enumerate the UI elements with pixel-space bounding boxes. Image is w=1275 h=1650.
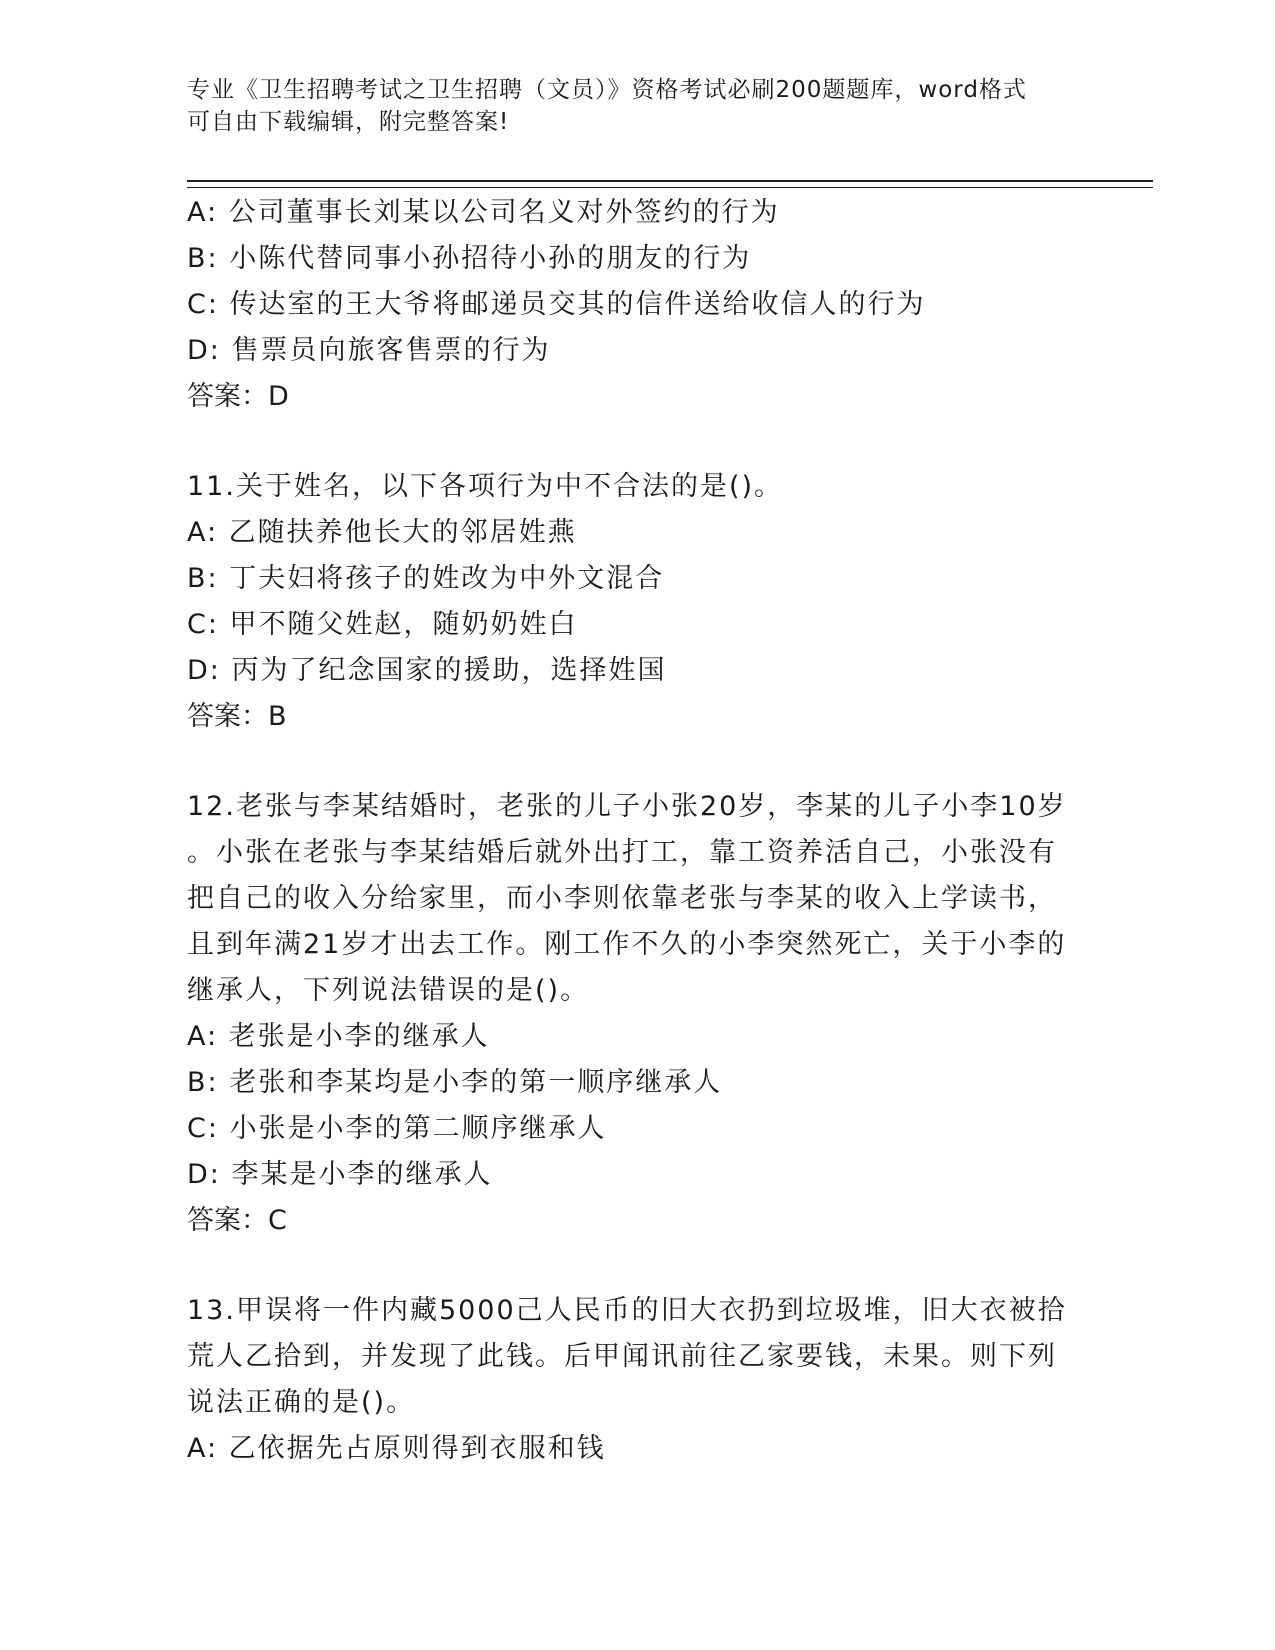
answer-label: 答案：D [187,381,289,412]
question-stem-line: 把自己的收入分给家里，而小李则依靠老张与李某的收入上学读书， [187,883,1057,914]
question-10 [187,190,1087,420]
option-c: C: 甲不随父姓赵，随奶奶姓白 [187,609,578,640]
header-title-line-1: 专业《卫生招聘考试之卫生招聘（文员）》资格考试必刷200题题库，word格式 [187,77,1027,103]
option-b: B: 丁夫妇将孩子的姓改为中外文混合 [187,563,665,594]
question-13 [187,1288,1087,1472]
option-b: B: 小陈代替同事小孙招待小孙的朋友的行为 [187,243,752,274]
question-stem-line: 12.老张与李某结婚时，老张的儿子小张20岁，李某的儿子小李10岁 [187,791,1067,822]
header-title-line-2: 可自由下载编辑，附完整答案! [187,109,510,135]
question-spacer [187,740,1087,784]
option-c: C: 小张是小李的第二顺序继承人 [187,1113,607,1144]
question-stem-line: 。小张在老张与李某结婚后就外出打工，靠工资养活自己，小张没有 [187,837,1057,868]
question-12 [187,784,1087,1244]
option-a: A: 乙随扶养他长大的邻居姓燕 [187,517,577,548]
answer-label: 答案：B [187,701,287,732]
question-spacer [187,420,1087,464]
option-d: D: 丙为了纪念国家的援助，选择姓国 [187,655,667,686]
answer-label: 答案：C [187,1205,287,1236]
option-d: D: 售票员向旅客售票的行为 [187,335,551,366]
question-11 [187,464,1087,740]
option-a: A: 乙依据先占原则得到衣服和钱 [187,1433,606,1464]
option-a: A: 公司董事长刘某以公司名义对外签约的行为 [187,197,780,228]
document-header [187,74,1087,138]
question-stem-line: 13.甲误将一件内藏5000己人民币的旧大衣扔到垃圾堆，旧大衣被拾 [187,1295,1067,1326]
question-stem-line: 说法正确的是()。 [187,1387,416,1418]
question-stem-line: 且到年满21岁才出去工作。刚工作不久的小李突然死亡，关于小李的 [187,929,1067,960]
question-list [187,190,1087,1472]
option-b: B: 老张和李某均是小李的第一顺序继承人 [187,1067,723,1098]
option-c: C: 传达室的王大爷将邮递员交其的信件送给收信人的行为 [187,289,926,320]
header-divider [187,180,1153,188]
question-stem: 11.关于姓名，以下各项行为中不合法的是()。 [187,471,784,502]
question-stem-line: 继承人，下列说法错误的是()。 [187,975,590,1006]
option-a: A: 老张是小李的继承人 [187,1021,490,1052]
question-spacer [187,1244,1087,1288]
question-stem-line: 荒人乙拾到，并发现了此钱。后甲闻讯前往乙家要钱，未果。则下列 [187,1341,1057,1372]
option-d: D: 李某是小李的继承人 [187,1159,493,1190]
